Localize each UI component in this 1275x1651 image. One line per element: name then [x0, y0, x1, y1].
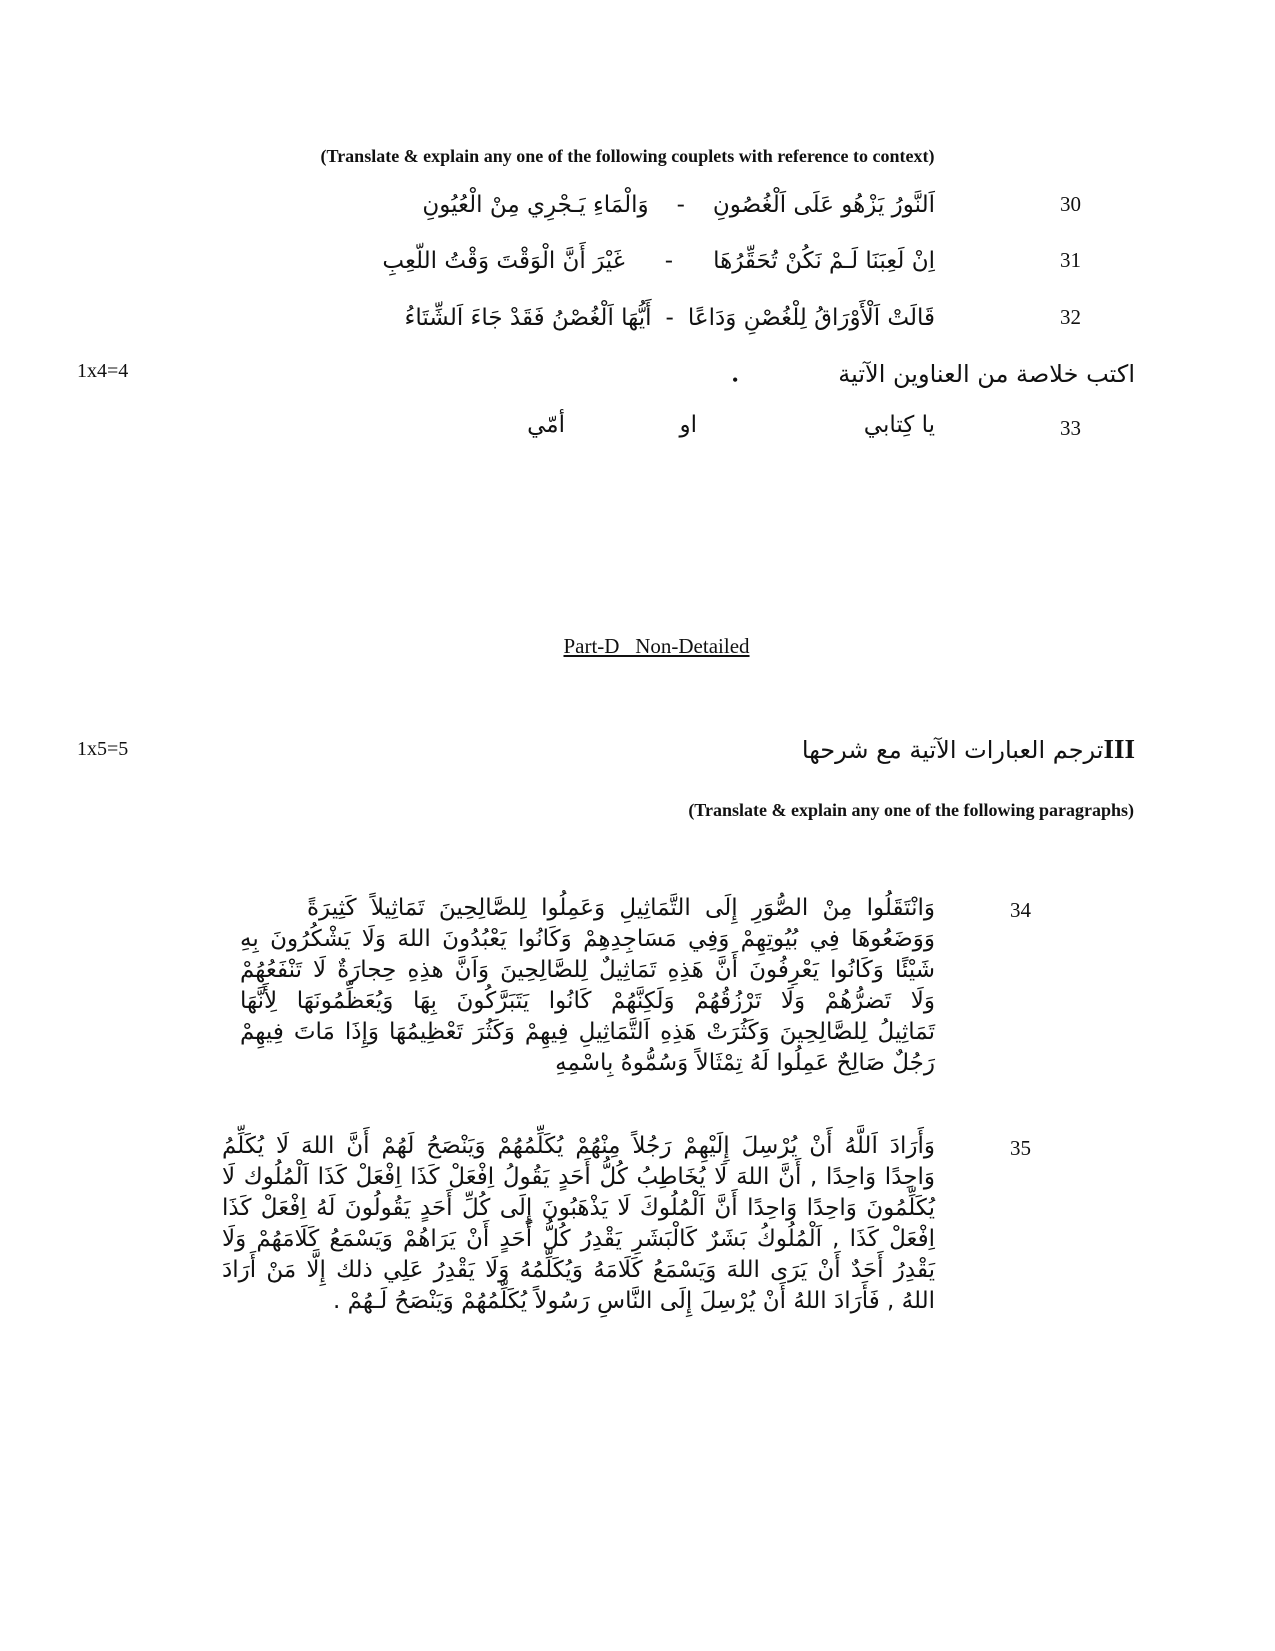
couplet-separator: - — [664, 248, 674, 274]
couplet-first-hemistich: قَالَتْ اَلْأَوْرَاقُ لِلْغُصْنِ وَدَاعًا — [687, 305, 935, 331]
couplet-32 — [405, 300, 935, 336]
summary-heading: اكتب خلاصة من العناوين الآتية — [838, 360, 1135, 388]
question-number: 34 — [1010, 898, 1031, 922]
paragraph-line: وَأَرَادَ اَللَّهُ أَنْ يُرْسِلَ إِلَيْهِمْ رَجُلاً مِنْهُمْ يُكَلِّمُهُمْ وَيَنْصَحُ لَهُمْ أَنَّ اللهَ لَا يُكَلِّمُ — [222, 1133, 935, 1159]
marks-summary: 1x4=4 — [77, 360, 129, 382]
couplet-second-hemistich: أَيُّهَا اَلْغُصْنُ فَقَدْ جَاءَ اَلشِّتَاءُ — [404, 305, 652, 331]
paragraph-line: شَيْئًا وَكَانُوا يَعْرِفُونَ أَنَّ هَذِهِ تَمَاثِيلٌ لِلصَّالِحِينَ وَاَنَّ هذِهِ حِجارَةٌ لَا تَنْفَعُهُمْ — [240, 957, 935, 983]
bullet-dot: • — [732, 370, 739, 390]
paragraph-line: يَقْدِرُ أَحَدٌ أَنْ يَرَى اللهَ وَيَسْمَعُ كَلَامَهُ وَيُكَلِّمُهُ وَلَا يَقْدِرُ عَلِي ذلك إِلَّا مَنْ أَرَادَ — [222, 1257, 935, 1283]
couplet-second-hemistich: وَالْمَاءِ يَـجْرِي مِنْ الْعُيُونِ — [422, 192, 649, 218]
summary-option-1: يا كِتابي — [863, 412, 935, 438]
couplet-first-hemistich: اَلنَّورُ يَزْهُو عَلَى اَلْغُصُونِ — [712, 192, 935, 218]
paragraph-line: يُكَلِّمُونَ وَاحِدًا وَاحِدًا أَنَّ اَلْمُلُوكَ لَا يَذْهَبُونَ إِلَى كُلِّ أَحَدٍ يَقُولُونَ لَهُ اِفْعَلْ كَذَا — [222, 1195, 935, 1221]
couplet-second-hemistich: غَيْرَ أَنَّ الْوَقْتَ وَقْتُ اللّعِبِ — [382, 248, 625, 274]
paragraph-line: اللهُ , فَأَرَادَ اللهُ أَنْ يُرْسِلَ إِلَى النَّاسِ رَسُولاً يُكَلِّمُهُمْ وَيَنْصَحُ لَـهُمْ . — [332, 1288, 935, 1314]
couplet-31 — [382, 243, 935, 279]
couplet-separator: - — [676, 192, 685, 218]
paragraph-line: تَمَاثِيلُ لِلصَّالِحِينَ وَكَثُرَتْ هَذِهِ اَلتَّمَاثِيلِ فِيهِمْ وَكَثُرَ تَعْظِيمُهَا وَإِذَا مَاتَ فِيهِمْ — [240, 1019, 935, 1045]
question-number: 30 — [1060, 192, 1081, 216]
couplets-instruction: (Translate & explain any one of the following couplets with reference to context) — [320, 146, 935, 166]
part-d-heading — [802, 734, 1135, 765]
paragraph-line: وَاحِدًا وَاحِدًا , أَنَّ اللهَ لَا يُخَاطِبُ كُلُّ أَحَدٍ يَقُولُ اِفْعَلْ كَذَا اِفْعَلْ كَذَا اَلْمُلُوك لَا — [222, 1164, 935, 1190]
summary-option-2: أمّي — [527, 412, 565, 438]
couplet-first-hemistich: اِنْ لَعِبَنَا لَـمْ نَكُنْ تُحَقِّرُهَا — [713, 248, 935, 274]
question-number: 32 — [1060, 305, 1081, 329]
paragraph-line: وَلَا تَضرُّهُمْ وَلَا تَرْزُقُهُمْ وَلَكِنَّهُمْ كَانُوا يَتَبَرَّكُونَ بِهَا وَيُعَظِّمُونَهَا لِأَنَّهَا — [240, 988, 935, 1014]
paragraph-line: وَوَضَعُوهَا فِي بُيُوتِهِمْ وَفِي مَسَاجِدِهِمْ وَكَانُوا يَعْبُدُونَ اللهَ وَلَا يَشْكُرُونَ بِهِ — [240, 926, 935, 952]
paragraph-line: رَجُلٌ صَالِحٌ عَمِلُوا لَهُ تِمْثَالاً وَسُمُّوهُ بِاسْمِهِ — [555, 1050, 935, 1076]
couplet-separator: - — [665, 305, 674, 331]
paragraph-line: اِفْعَلْ كَذَا , اَلْمُلُوكُ بَشَرٌ كَالْبَشَرِ يَقْدِرُ كُلُّ أَحَدٍ أَنْ يَرَاهُمْ وَيَسْمَعُ كَلَامَهُمْ وَلَا — [222, 1226, 935, 1252]
paragraph-line: وَانْتَقَلُوا مِنْ الصُّوَرِ إِلَى التَّمَاثِيلِ وَعَمِلُوا لِلصَّالِحِينَ تَمَاثِيلاً كَثِيرَةً — [307, 895, 935, 921]
summary-or: او — [679, 412, 697, 438]
question-number: 35 — [1010, 1136, 1031, 1160]
question-number: 31 — [1060, 248, 1081, 272]
couplet-30 — [422, 187, 935, 223]
question-number: 33 — [1060, 416, 1081, 440]
paragraph-34 — [240, 893, 935, 1079]
paragraphs-instruction: (Translate & explain any one of the following paragraphs) — [688, 800, 1134, 820]
part-d-heading-text: ترجم العبارات الآتية مع شرحها — [801, 736, 1104, 764]
part-d-title: Part-D Non-Detailed — [563, 634, 750, 658]
paragraph-35 — [222, 1131, 935, 1317]
roman-numeral: III — [1103, 734, 1135, 764]
marks-part-d: 1x5=5 — [77, 738, 129, 760]
